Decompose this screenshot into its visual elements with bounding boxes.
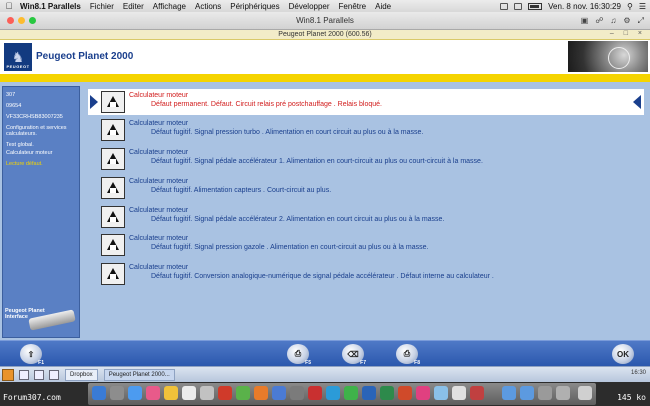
- vm-window-titlebar: [0, 12, 650, 30]
- menu-fichier[interactable]: Fichier: [89, 1, 114, 11]
- ecu-chip-icon: [101, 119, 125, 141]
- menu-peripheriques[interactable]: Périphériques: [230, 1, 280, 11]
- interface-label-2: Interface: [5, 314, 28, 320]
- breadcrumb-calculateur[interactable]: Calculateur moteur: [6, 150, 53, 156]
- bottom-toolbar: [0, 340, 650, 366]
- taskbar-item-dropbox[interactable]: Dropbox: [65, 369, 98, 381]
- powerpoint-icon[interactable]: [398, 386, 412, 400]
- fault-description: Défaut fugitif. Conversion analogique-numérique de signal pédale accélérateur . Défaut interne au calculateur .: [151, 273, 494, 280]
- preferences-icon[interactable]: [290, 386, 304, 400]
- vehicle-info-sidebar: [2, 86, 80, 338]
- fault-ecu-name: Calculateur moteur: [129, 178, 189, 185]
- breadcrumb-test-global[interactable]: Test global.: [6, 142, 34, 148]
- peugeot-logo: [4, 43, 32, 71]
- downloads-folder-icon[interactable]: [502, 386, 516, 400]
- folder-icon[interactable]: [49, 370, 59, 380]
- fault-description: Défaut fugitif. Signal pression gazole . Alimentation en court-circuit au plus ou à la masse.: [151, 244, 429, 251]
- ecu-chip-icon: [101, 91, 125, 113]
- page-title: Peugeot Planet 2000: [36, 51, 134, 62]
- app-store-icon[interactable]: [272, 386, 286, 400]
- finder-icon[interactable]: [92, 386, 106, 400]
- firefox-icon[interactable]: [254, 386, 268, 400]
- minimize-window-icon[interactable]: [18, 17, 25, 24]
- mac-menubar: [0, 0, 650, 12]
- ecu-chip-icon: [101, 263, 125, 285]
- fault-ecu-name: Calculateur moteur: [129, 207, 189, 214]
- app-titlebar-text: Peugeot Planet 2000 (600.56): [278, 31, 372, 38]
- interface-label-1: Peugeot Planet: [5, 308, 45, 314]
- parallels-status-icon[interactable]: [500, 3, 508, 10]
- wifi-icon[interactable]: [514, 3, 522, 10]
- menu-fenetre[interactable]: Fenêtre: [338, 1, 367, 11]
- vm-icon[interactable]: [470, 386, 484, 400]
- settings-gear-icon[interactable]: ⚙: [623, 16, 631, 25]
- erase-key-label: F7: [360, 360, 366, 366]
- printer-key-label: F8: [414, 360, 420, 366]
- menu-editer[interactable]: Editer: [122, 1, 144, 11]
- spotlight-icon[interactable]: ⚲: [626, 1, 633, 11]
- documents-folder-icon[interactable]: [520, 386, 534, 400]
- vehicle-model: 307: [6, 92, 16, 98]
- printer-button[interactable]: ⎙ F8: [396, 344, 418, 364]
- window-controls: [7, 17, 36, 24]
- collapse-arrow-icon[interactable]: [633, 95, 641, 109]
- word-icon[interactable]: [362, 386, 376, 400]
- skype-icon[interactable]: [326, 386, 340, 400]
- notes-icon[interactable]: [164, 386, 178, 400]
- fault-description: Défaut permanent. Défaut. Circuit relais pré postchauffage . Relais bloqué.: [151, 101, 382, 108]
- fault-row[interactable]: [88, 261, 644, 287]
- menubar-clock[interactable]: Ven. 8 nov. 16:30:29: [548, 1, 621, 11]
- app-window-buttons[interactable]: – □ ×: [609, 30, 646, 37]
- logo-text: PEUGEOT: [6, 64, 30, 69]
- print-key-label: F5: [305, 360, 311, 366]
- fault-row[interactable]: [88, 204, 644, 230]
- fault-row[interactable]: [88, 232, 644, 258]
- maps-icon[interactable]: [236, 386, 250, 400]
- menu-affichage[interactable]: Affichage: [152, 1, 186, 11]
- dock-shelf: [88, 383, 596, 405]
- fault-row[interactable]: [88, 89, 644, 115]
- planet-interface-widget: [5, 308, 79, 334]
- print-screen-button[interactable]: ⎙ F5: [287, 344, 309, 364]
- breadcrumb-lecture-defaut[interactable]: Lecture défaut.: [6, 161, 43, 167]
- itunes-icon[interactable]: [146, 386, 160, 400]
- menu-aide[interactable]: Aide: [375, 1, 392, 11]
- fault-ecu-name: Calculateur moteur: [129, 120, 189, 127]
- menu-developper[interactable]: Développer: [288, 1, 330, 11]
- fault-ecu-name: Calculateur moteur: [129, 235, 189, 242]
- erase-faults-button[interactable]: ⌫ F7: [342, 344, 364, 364]
- lion-icon: ♞: [11, 49, 25, 65]
- stack-icon[interactable]: [538, 386, 552, 400]
- fault-row[interactable]: [88, 117, 644, 143]
- app-titlebar: [0, 30, 650, 40]
- textedit-icon[interactable]: [452, 386, 466, 400]
- vm-toolbar-icons: [581, 16, 644, 26]
- ecu-chip-icon: [101, 234, 125, 256]
- preview-icon[interactable]: [434, 386, 448, 400]
- devices-icon[interactable]: ▣: [580, 16, 589, 25]
- sound-icon[interactable]: ♫: [610, 16, 617, 25]
- ok-label: OK: [617, 349, 629, 359]
- parallels-icon[interactable]: [308, 386, 322, 400]
- play-arrow-icon[interactable]: [90, 95, 98, 109]
- windows-taskbar: [0, 366, 650, 382]
- fault-description: Défaut fugitif. Signal pédale accélérateur 2. Alimentation en court circuit au plus ou à la masse.: [151, 216, 445, 223]
- ecu-chip-icon: [101, 148, 125, 170]
- start-icon[interactable]: [2, 369, 14, 381]
- vehicle-vin: VF33CRHSB83007235: [6, 114, 63, 120]
- home-button[interactable]: ⇧ F1: [20, 344, 42, 364]
- apple-icon[interactable]: [4, 1, 14, 11]
- forum-watermark: Forum307.com: [3, 393, 61, 402]
- fault-ecu-name: Calculateur moteur: [129, 92, 189, 99]
- fault-description: Défaut fugitif. Alimentation capteurs . Court-circuit au plus.: [151, 187, 332, 194]
- fullscreen-icon[interactable]: ⤢: [637, 16, 644, 25]
- usb-icon[interactable]: ☍: [595, 16, 604, 25]
- fault-list: [88, 86, 644, 338]
- app-header: [0, 40, 650, 74]
- vehicle-code: 09654: [6, 103, 22, 109]
- file-size-label: 145 ko: [617, 393, 646, 402]
- fault-ecu-name: Calculateur moteur: [129, 149, 189, 156]
- calendar-icon[interactable]: [182, 386, 196, 400]
- menu-actions[interactable]: Actions: [195, 1, 222, 11]
- mac-dock: [0, 382, 650, 406]
- trash-icon[interactable]: [578, 386, 592, 400]
- zoom-window-icon[interactable]: [29, 17, 36, 24]
- fault-row[interactable]: [88, 175, 644, 201]
- ecu-chip-icon: [101, 177, 125, 199]
- fault-ecu-name: Calculateur moteur: [129, 264, 189, 271]
- taskbar-clock[interactable]: 16:30: [630, 370, 646, 376]
- fault-description: Défaut fugitif. Signal pédale accélérateur 1. Alimentation en court-circuit au plus ou court-circuit à la masse.: [151, 158, 483, 165]
- menu-app-name[interactable]: Win8.1 Parallels: [20, 1, 81, 11]
- taskbar-item-planet[interactable]: Peugeot Planet 2000...: [104, 369, 175, 381]
- fault-description: Défaut fugitif. Signal pression turbo . Alimentation en court circuit au plus ou à la masse.: [151, 129, 424, 136]
- safari-icon[interactable]: [128, 386, 142, 400]
- photobooth-icon[interactable]: [218, 386, 232, 400]
- contacts-icon[interactable]: [200, 386, 214, 400]
- stack-icon-2[interactable]: [556, 386, 570, 400]
- menubar-status-area: [500, 0, 646, 12]
- vm-window-title: Win8.1 Parallels: [296, 16, 354, 25]
- fault-row[interactable]: [88, 146, 644, 172]
- excel-icon[interactable]: [380, 386, 394, 400]
- launchpad-icon[interactable]: [110, 386, 124, 400]
- messages-icon[interactable]: [344, 386, 358, 400]
- breadcrumb-configuration[interactable]: Configuration et services calculateurs.: [6, 125, 67, 137]
- notification-center-icon[interactable]: ☰: [638, 1, 646, 11]
- close-window-icon[interactable]: [7, 17, 14, 24]
- planet-banner-image: [568, 41, 648, 72]
- ecu-chip-icon: [101, 206, 125, 228]
- ie-icon[interactable]: [34, 370, 44, 380]
- yellow-divider: [0, 74, 650, 82]
- ok-button[interactable]: [612, 344, 634, 364]
- home-key-label: F1: [38, 360, 44, 366]
- flickr-icon[interactable]: [416, 386, 430, 400]
- battery-icon[interactable]: [528, 3, 542, 10]
- explorer-icon[interactable]: [19, 370, 29, 380]
